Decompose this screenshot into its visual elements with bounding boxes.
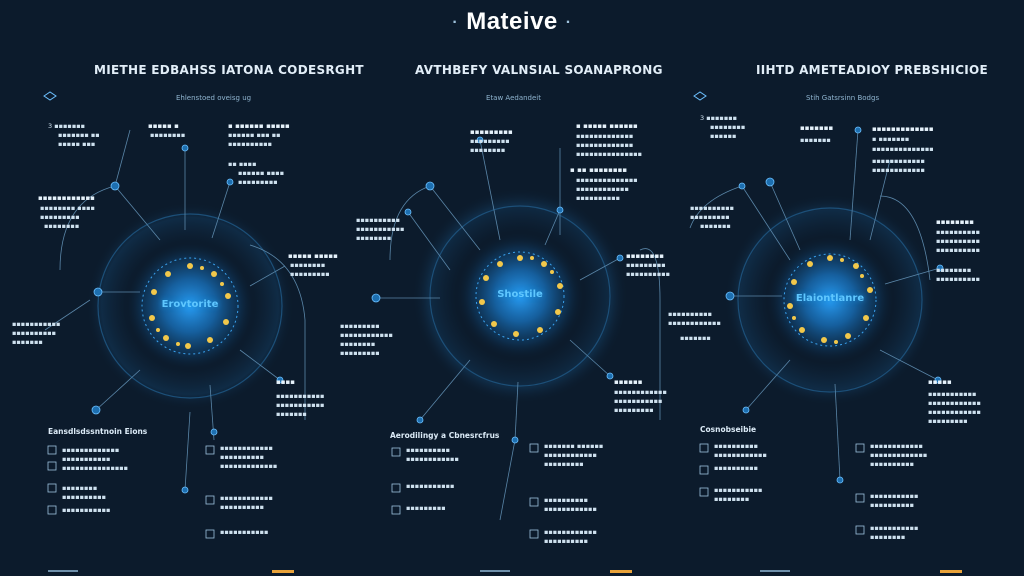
svg-text:▪▪▪▪▪▪▪▪▪▪: ▪▪▪▪▪▪▪▪▪▪ [668,310,713,318]
right-bottom-section-label: Cosnobseibie [700,425,757,434]
svg-text:▪▪▪▪▪▪▪▪▪▪▪▪▪▪: ▪▪▪▪▪▪▪▪▪▪▪▪▪▪ [872,145,934,153]
svg-text:▪▪▪▪▪▪▪▪▪▪▪▪: ▪▪▪▪▪▪▪▪▪▪▪▪ [872,166,925,174]
svg-text:▪▪▪▪▪▪▪▪: ▪▪▪▪▪▪▪▪ [714,495,750,503]
svg-text:▪▪▪▪▪▪▪▪▪▪: ▪▪▪▪▪▪▪▪▪▪ [576,194,621,202]
title-text: Mateive [466,8,558,35]
panel-right-core-label: Elaiontlanre [795,293,865,304]
left-bottom-section-label: Eansdlsdssntnoin Eions [48,427,148,436]
svg-text:▪▪▪▪▪▪▪▪▪▪▪: ▪▪▪▪▪▪▪▪▪▪▪ [220,528,269,536]
svg-text:▪▪▪▪▪▪▪▪▪▪▪: ▪▪▪▪▪▪▪▪▪▪▪ [276,401,325,409]
svg-text:▪▪▪▪▪▪▪▪▪: ▪▪▪▪▪▪▪▪▪ [340,322,380,330]
svg-text:▪▪▪▪▪▪▪: ▪▪▪▪▪▪▪ [680,334,711,342]
svg-text:▪▪▪▪▪▪▪▪▪▪: ▪▪▪▪▪▪▪▪▪▪ [936,275,981,283]
svg-text:▪▪▪▪▪ ▪▪▪: ▪▪▪▪▪ ▪▪▪ [58,140,96,148]
svg-text:▪▪▪▪▪▪▪▪: ▪▪▪▪▪▪▪▪ [356,234,392,242]
svg-text:▪▪▪▪▪ ▪: ▪▪▪▪▪ ▪ [148,122,179,130]
svg-text:▪▪▪▪▪▪▪: ▪▪▪▪▪▪▪ [12,338,43,346]
panel-middle-title: AVTHBEFY VALNSIAL SOANAPRONG [415,63,663,77]
svg-text:▪▪▪▪▪▪▪▪▪▪▪▪▪▪: ▪▪▪▪▪▪▪▪▪▪▪▪▪▪ [576,176,638,184]
panel-right-diagram [668,114,981,541]
svg-text:▪▪▪▪▪▪▪▪▪▪: ▪▪▪▪▪▪▪▪▪▪ [544,496,589,504]
svg-text:▪▪▪▪▪▪▪▪▪▪▪▪: ▪▪▪▪▪▪▪▪▪▪▪▪ [544,451,597,459]
svg-text:▪▪▪▪▪▪▪▪▪▪: ▪▪▪▪▪▪▪▪▪▪ [870,501,915,509]
svg-text:▪▪▪▪▪▪▪▪▪▪▪: ▪▪▪▪▪▪▪▪▪▪▪ [870,524,919,532]
svg-text:▪▪▪▪▪▪▪▪▪▪: ▪▪▪▪▪▪▪▪▪▪ [62,493,107,501]
svg-text:▪▪▪▪▪▪▪▪▪: ▪▪▪▪▪▪▪▪▪ [626,261,666,269]
svg-text:▪▪▪▪▪▪▪▪▪: ▪▪▪▪▪▪▪▪▪ [690,213,730,221]
svg-text:▪▪▪▪: ▪▪▪▪ [276,378,295,386]
svg-text:▪▪▪▪▪▪▪▪▪▪▪: ▪▪▪▪▪▪▪▪▪▪▪ [356,225,405,233]
svg-text:▪▪▪▪▪▪▪▪: ▪▪▪▪▪▪▪▪ [150,131,186,139]
svg-text:▪▪▪▪▪▪▪▪▪▪▪▪▪: ▪▪▪▪▪▪▪▪▪▪▪▪▪ [576,132,634,140]
middle-bottom-section-label: Aerodilingy a Cbnesrcfrus [390,431,500,440]
svg-text:▪▪▪▪▪▪▪▪▪▪: ▪▪▪▪▪▪▪▪▪▪ [220,453,265,461]
svg-text:▪▪▪▪▪▪▪▪▪▪▪: ▪▪▪▪▪▪▪▪▪▪▪ [714,486,763,494]
svg-text:▪▪▪▪▪▪▪▪▪▪▪: ▪▪▪▪▪▪▪▪▪▪▪ [870,492,919,500]
svg-text:▪▪▪▪▪▪▪▪: ▪▪▪▪▪▪▪▪ [936,266,972,274]
svg-text:▪▪▪▪▪▪▪▪▪▪▪: ▪▪▪▪▪▪▪▪▪▪▪ [406,482,455,490]
svg-text:▪▪▪▪▪▪▪▪▪▪▪▪: ▪▪▪▪▪▪▪▪▪▪▪▪ [714,451,767,459]
svg-text:▪▪▪▪▪▪▪▪▪: ▪▪▪▪▪▪▪▪▪ [238,178,278,186]
svg-text:▪▪▪▪▪▪▪▪▪▪: ▪▪▪▪▪▪▪▪▪▪ [626,270,671,278]
svg-text:▪▪▪▪▪▪: ▪▪▪▪▪▪ [614,378,643,386]
svg-text:▪▪▪▪▪▪▪▪▪▪▪▪: ▪▪▪▪▪▪▪▪▪▪▪▪ [340,331,393,339]
svg-text:▪▪▪▪▪▪ ▪▪▪▪: ▪▪▪▪▪▪ ▪▪▪▪ [238,169,285,177]
svg-text:▪▪▪▪▪▪▪▪▪: ▪▪▪▪▪▪▪▪▪ [290,270,330,278]
svg-text:▪▪▪▪▪▪▪▪▪▪▪▪▪: ▪▪▪▪▪▪▪▪▪▪▪▪▪ [220,462,278,470]
panel-left-subtitle: Ehlenstoed oveisg ug [176,94,252,102]
svg-text:▪▪▪▪▪▪▪▪▪▪: ▪▪▪▪▪▪▪▪▪▪ [220,503,265,511]
svg-text:3 ▪▪▪▪▪▪▪: 3 ▪▪▪▪▪▪▪ [700,114,738,122]
svg-text:▪▪▪▪▪▪▪▪▪▪: ▪▪▪▪▪▪▪▪▪▪ [228,140,273,148]
svg-text:▪▪▪▪▪▪▪▪▪▪: ▪▪▪▪▪▪▪▪▪▪ [406,446,451,454]
bottom-accent-marks [272,570,962,573]
svg-text:▪▪▪▪▪▪▪▪▪▪▪: ▪▪▪▪▪▪▪▪▪▪▪ [62,506,111,514]
svg-text:▪▪▪▪▪▪▪▪▪: ▪▪▪▪▪▪▪▪▪ [406,504,446,512]
svg-text:▪▪▪▪▪▪: ▪▪▪▪▪▪ [710,132,737,140]
svg-text:▪▪▪▪▪▪▪▪▪: ▪▪▪▪▪▪▪▪▪ [544,460,584,468]
svg-text:▪▪▪▪▪▪▪▪▪: ▪▪▪▪▪▪▪▪▪ [40,213,80,221]
svg-text:▪▪▪▪▪▪▪▪: ▪▪▪▪▪▪▪▪ [62,484,98,492]
svg-text:▪▪▪▪▪▪▪ ▪▪▪▪▪▪: ▪▪▪▪▪▪▪ ▪▪▪▪▪▪ [544,442,604,450]
diamond-icon [44,92,56,100]
svg-text:▪ ▪▪▪▪▪ ▪▪▪▪▪▪: ▪ ▪▪▪▪▪ ▪▪▪▪▪▪ [576,122,638,130]
diamond-icon [694,92,706,100]
svg-text:▪▪▪▪▪▪▪▪▪▪▪▪: ▪▪▪▪▪▪▪▪▪▪▪▪ [668,319,721,327]
svg-text:▪▪▪▪▪▪▪▪▪▪▪▪: ▪▪▪▪▪▪▪▪▪▪▪▪ [872,157,925,165]
svg-text:▪▪▪▪▪ ▪▪▪▪▪: ▪▪▪▪▪ ▪▪▪▪▪ [288,252,338,260]
svg-text:▪▪▪▪▪▪▪▪▪▪: ▪▪▪▪▪▪▪▪▪▪ [714,442,759,450]
svg-text:▪▪▪▪▪▪▪▪▪▪▪: ▪▪▪▪▪▪▪▪▪▪▪ [62,455,111,463]
svg-text:▪▪▪▪▪▪▪▪▪: ▪▪▪▪▪▪▪▪▪ [614,406,654,414]
svg-text:▪▪▪▪▪▪▪▪▪▪▪▪: ▪▪▪▪▪▪▪▪▪▪▪▪ [544,505,597,513]
svg-text:▪▪▪▪▪▪▪▪: ▪▪▪▪▪▪▪▪ [936,218,974,226]
svg-text:▪▪▪▪▪▪▪: ▪▪▪▪▪▪▪ [800,136,831,144]
svg-text:▪▪▪▪▪▪▪▪▪▪▪▪▪: ▪▪▪▪▪▪▪▪▪▪▪▪▪ [576,141,634,149]
svg-text:▪▪▪▪▪▪▪▪▪▪▪▪▪: ▪▪▪▪▪▪▪▪▪▪▪▪▪ [870,451,928,459]
svg-text:▪▪▪▪▪▪▪: ▪▪▪▪▪▪▪ [276,410,307,418]
svg-text:▪▪▪▪▪▪▪▪▪▪▪▪▪: ▪▪▪▪▪▪▪▪▪▪▪▪▪ [872,125,934,133]
panel-right-subtitle: Stih Gatsrsinn Bodgs [806,94,880,102]
svg-text:▪ ▪▪ ▪▪▪▪▪▪▪▪: ▪ ▪▪ ▪▪▪▪▪▪▪▪ [570,166,628,174]
svg-text:▪▪▪▪▪▪▪▪: ▪▪▪▪▪▪▪▪ [870,533,906,541]
svg-text:▪▪▪▪▪▪▪▪▪▪: ▪▪▪▪▪▪▪▪▪▪ [544,537,589,545]
svg-text:▪▪▪▪▪▪▪ ▪▪: ▪▪▪▪▪▪▪ ▪▪ [58,131,100,139]
svg-text:▪▪▪▪▪▪▪: ▪▪▪▪▪▪▪ [700,222,731,230]
svg-text:▪▪▪▪▪▪▪▪▪: ▪▪▪▪▪▪▪▪▪ [470,137,510,145]
panel-left-title: MIETHE EDBAHSS IATONA CODESRGHT [94,63,364,77]
svg-text:▪▪▪▪▪▪▪▪▪▪▪▪▪▪▪: ▪▪▪▪▪▪▪▪▪▪▪▪▪▪▪ [62,464,129,472]
panel-left-core-label: Erovtorite [161,299,219,310]
svg-text:▪▪▪▪▪▪▪▪▪▪▪: ▪▪▪▪▪▪▪▪▪▪▪ [928,390,977,398]
svg-text:▪▪▪▪▪▪▪▪: ▪▪▪▪▪▪▪▪ [290,261,326,269]
svg-text:▪▪▪▪▪▪▪▪▪▪: ▪▪▪▪▪▪▪▪▪▪ [714,464,759,472]
svg-text:▪▪▪▪▪▪▪▪▪▪▪▪: ▪▪▪▪▪▪▪▪▪▪▪▪ [870,442,923,450]
svg-text:▪▪▪▪▪▪▪▪▪▪▪▪: ▪▪▪▪▪▪▪▪▪▪▪▪ [38,194,95,202]
svg-text:▪▪▪▪▪▪▪▪▪▪▪: ▪▪▪▪▪▪▪▪▪▪▪ [12,320,61,328]
svg-text:▪▪▪▪▪▪▪▪▪▪▪▪: ▪▪▪▪▪▪▪▪▪▪▪▪ [544,528,597,536]
svg-text:▪▪▪▪▪▪▪▪▪▪▪▪: ▪▪▪▪▪▪▪▪▪▪▪▪ [614,388,667,396]
svg-text:▪▪▪▪▪▪▪▪: ▪▪▪▪▪▪▪▪ [710,123,746,131]
svg-text:▪▪▪▪▪: ▪▪▪▪▪ [928,378,952,386]
svg-text:▪ ▪▪▪▪▪▪ ▪▪▪▪▪: ▪ ▪▪▪▪▪▪ ▪▪▪▪▪ [228,122,290,130]
panel-right-title: IIHTD AMETEADIOY PREBSHICIOE [756,63,989,77]
svg-text:▪▪▪▪▪▪▪▪▪▪▪▪▪▪▪: ▪▪▪▪▪▪▪▪▪▪▪▪▪▪▪ [576,150,643,158]
svg-text:▪▪▪▪▪▪▪▪: ▪▪▪▪▪▪▪▪ [44,222,80,230]
svg-text:▪▪▪▪▪▪▪▪▪▪▪: ▪▪▪▪▪▪▪▪▪▪▪ [614,397,663,405]
svg-text:▪▪▪▪▪▪▪▪▪▪▪▪: ▪▪▪▪▪▪▪▪▪▪▪▪ [928,399,981,407]
svg-text:▪▪▪▪▪▪▪▪▪▪: ▪▪▪▪▪▪▪▪▪▪ [936,228,981,236]
svg-text:▪▪▪▪▪▪▪▪▪: ▪▪▪▪▪▪▪▪▪ [340,349,380,357]
svg-text:▪▪▪▪▪▪▪: ▪▪▪▪▪▪▪ [800,124,834,132]
svg-text:▪▪▪▪▪▪▪▪▪▪: ▪▪▪▪▪▪▪▪▪▪ [870,460,915,468]
svg-text:▪ ▪▪▪▪▪▪▪: ▪ ▪▪▪▪▪▪▪ [872,135,910,143]
svg-text:▪▪▪▪▪▪▪▪▪▪▪▪: ▪▪▪▪▪▪▪▪▪▪▪▪ [928,408,981,416]
title-dot-right: · [565,13,572,31]
svg-text:▪▪▪▪▪▪▪▪▪▪▪▪▪: ▪▪▪▪▪▪▪▪▪▪▪▪▪ [62,446,120,454]
svg-text:▪▪▪▪▪▪▪▪▪▪▪▪: ▪▪▪▪▪▪▪▪▪▪▪▪ [406,455,459,463]
svg-text:▪▪▪▪▪▪▪▪: ▪▪▪▪▪▪▪▪ [626,252,664,260]
svg-text:▪▪▪▪▪▪▪▪▪▪: ▪▪▪▪▪▪▪▪▪▪ [690,204,735,212]
svg-text:▪▪▪▪▪▪▪▪▪▪: ▪▪▪▪▪▪▪▪▪▪ [356,216,401,224]
svg-text:▪▪▪▪▪▪▪▪▪: ▪▪▪▪▪▪▪▪▪ [928,417,968,425]
svg-text:▪▪▪▪▪▪ ▪▪▪ ▪▪: ▪▪▪▪▪▪ ▪▪▪ ▪▪ [228,131,281,139]
svg-text:▪▪▪▪▪▪▪▪▪▪: ▪▪▪▪▪▪▪▪▪▪ [936,246,981,254]
panel-middle-diagram [340,122,670,545]
svg-text:▪▪▪▪▪▪▪▪: ▪▪▪▪▪▪▪▪ [470,146,506,154]
svg-text:3 ▪▪▪▪▪▪▪: 3 ▪▪▪▪▪▪▪ [48,122,86,130]
panel-middle-subtitle: Etaw Aedandeit [486,94,541,102]
svg-text:▪▪▪▪▪▪▪▪▪: ▪▪▪▪▪▪▪▪▪ [470,128,513,136]
page-title [0,8,1024,36]
panel-middle-core-label: Shostile [497,289,543,300]
svg-text:▪▪▪▪▪▪▪▪▪▪: ▪▪▪▪▪▪▪▪▪▪ [936,237,981,245]
svg-text:▪▪ ▪▪▪▪: ▪▪ ▪▪▪▪ [228,160,257,168]
panel-left-diagram [12,122,338,538]
svg-text:▪▪▪▪▪▪▪▪▪▪▪: ▪▪▪▪▪▪▪▪▪▪▪ [276,392,325,400]
svg-text:▪▪▪▪▪▪▪▪: ▪▪▪▪▪▪▪▪ [340,340,376,348]
svg-text:▪▪▪▪▪▪▪▪▪▪▪▪: ▪▪▪▪▪▪▪▪▪▪▪▪ [220,494,273,502]
title-dot-left: · [452,13,459,31]
svg-text:▪▪▪▪▪▪▪▪ ▪▪▪▪: ▪▪▪▪▪▪▪▪ ▪▪▪▪ [40,204,95,212]
svg-text:▪▪▪▪▪▪▪▪▪▪▪▪: ▪▪▪▪▪▪▪▪▪▪▪▪ [220,444,273,452]
svg-text:▪▪▪▪▪▪▪▪▪▪: ▪▪▪▪▪▪▪▪▪▪ [12,329,57,337]
svg-text:▪▪▪▪▪▪▪▪▪▪▪▪: ▪▪▪▪▪▪▪▪▪▪▪▪ [576,185,629,193]
